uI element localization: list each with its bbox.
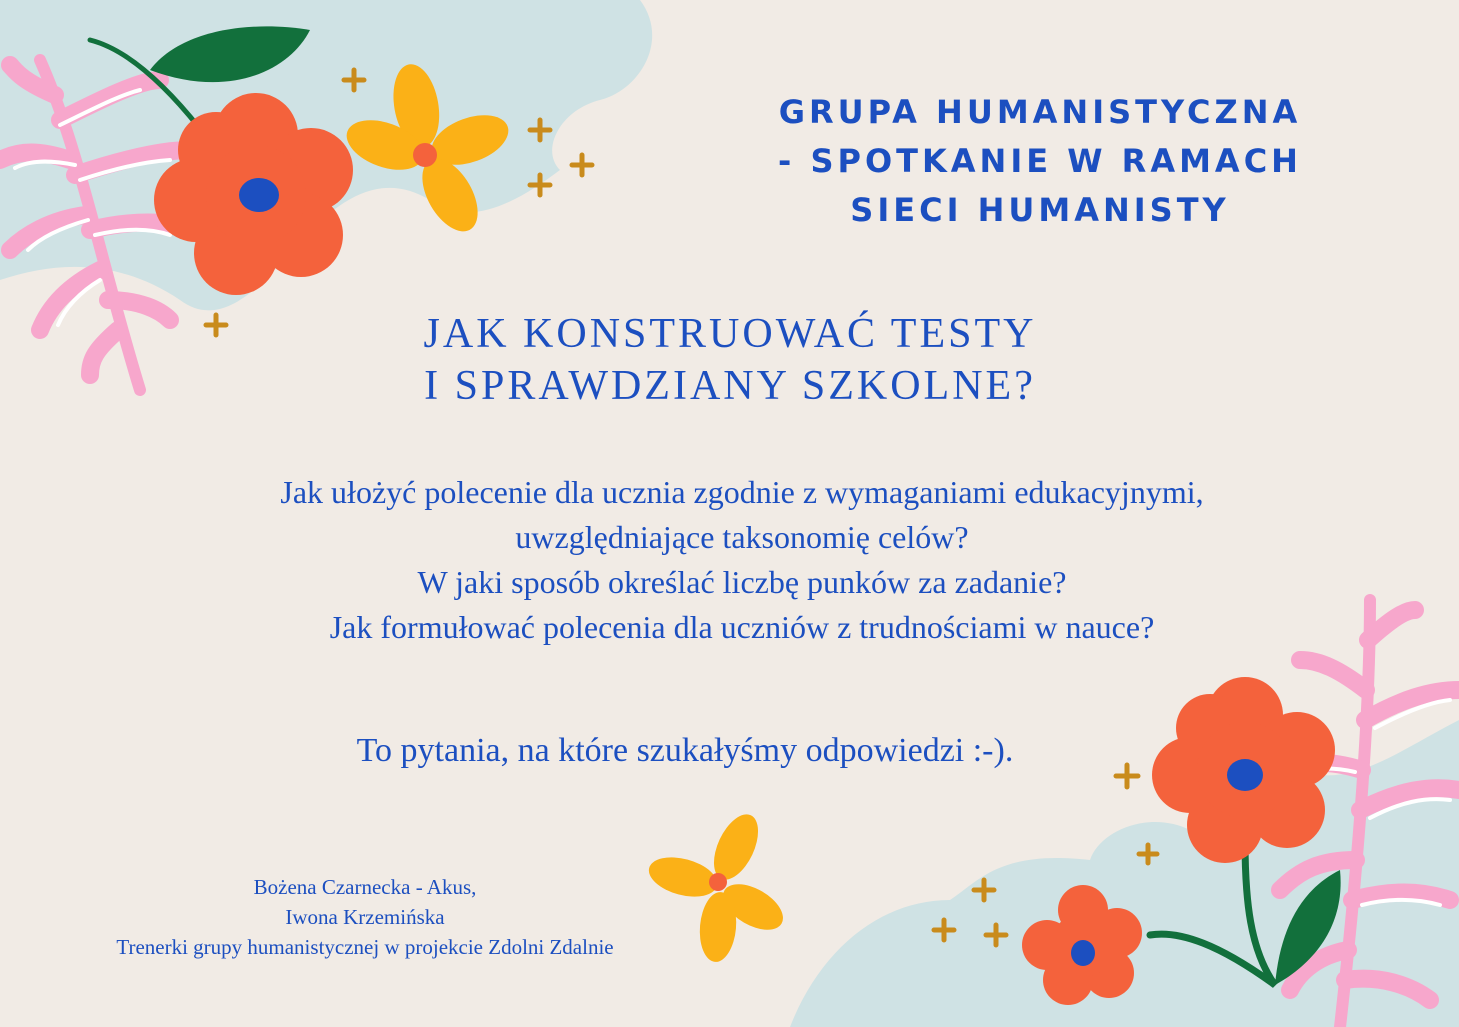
page-title bbox=[330, 308, 1130, 412]
author-line: Iwona Krzemińska bbox=[285, 905, 445, 929]
author-line: Trenerki grupy humanistycznej w projekcie Zdolni Zdalnie bbox=[116, 935, 614, 959]
title-line: JAK KONSTRUOWAĆ TESTY bbox=[423, 311, 1037, 357]
authors-block bbox=[20, 872, 710, 962]
question-line: Jak formułować polecenia dla uczniów z trudnościami w nauce? bbox=[329, 609, 1155, 645]
title-line: I SPRAWDZIANY SZKOLNE? bbox=[424, 363, 1036, 409]
questions-block bbox=[140, 470, 1344, 650]
question-line: Jak ułożyć polecenie dla ucznia zgodnie z wymaganiami edukacyjnymi, bbox=[280, 474, 1204, 510]
header-line: SIECI HUMANISTY bbox=[850, 191, 1230, 229]
header-line: GRUPA HUMANISTYCZNA bbox=[778, 93, 1302, 131]
author-line: Bożena Czarnecka - Akus, bbox=[253, 875, 477, 899]
answer-text: To pytania, na które szukałyśmy odpowiedzi :-). bbox=[356, 732, 1014, 769]
header-line: - SPOTKANIE W RAMACH bbox=[778, 142, 1302, 180]
group-header bbox=[760, 88, 1320, 235]
question-line: uwzględniające taksonomię celów? bbox=[515, 519, 969, 555]
question-line: W jaki sposób określać liczbę punków za zadanie? bbox=[417, 564, 1067, 600]
